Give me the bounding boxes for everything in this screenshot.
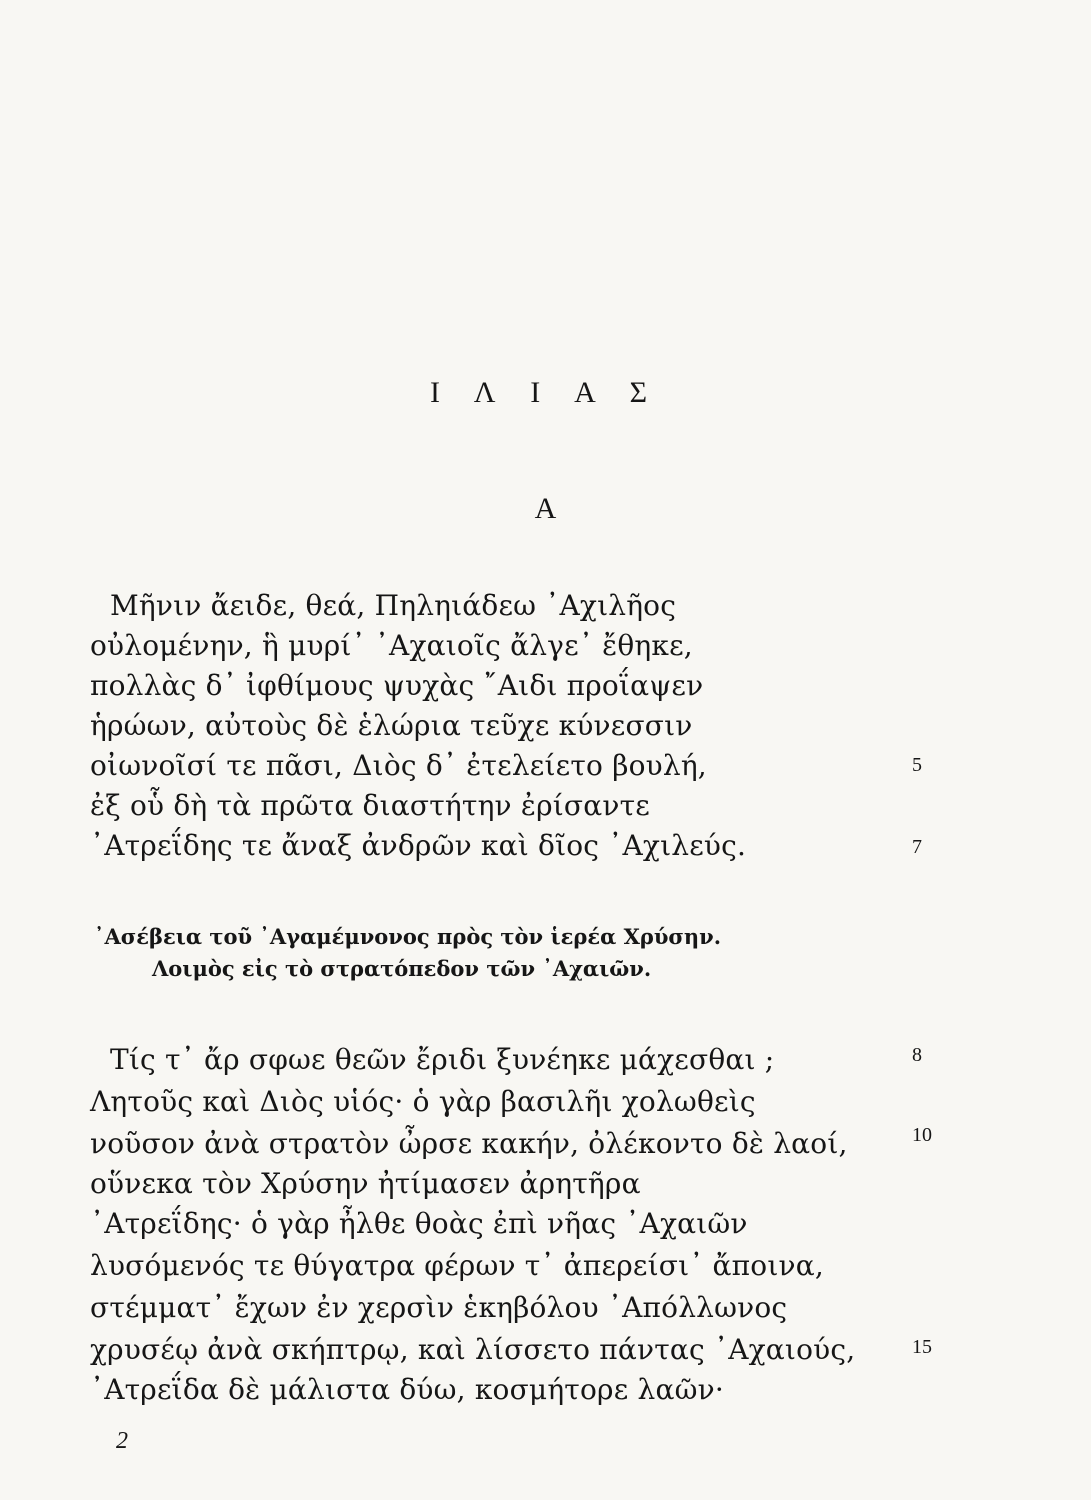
line-number: 8 [912, 1044, 922, 1066]
verse-line: ᾿Ατρεΐδης· ὁ γὰρ ἦλθε θοὰς ἐπὶ νῆας ᾿Αχαιῶν [90, 1207, 748, 1240]
summary-heading-line-2: Λοιμὸς εἰς τὸ στρατόπεδον τῶν ᾿Αχαιῶν. [152, 956, 652, 981]
line-number: 10 [912, 1124, 932, 1146]
verse-line: Λητοῦς καὶ Διὸς υἱός· ὁ γὰρ βασιλῆι χολωθεὶς [90, 1085, 756, 1118]
line-number: 15 [912, 1336, 932, 1358]
verse-line: λυσόμενός τε θύγατρα φέρων τ᾿ ἀπερείσι᾿ ἄποινα, [90, 1249, 824, 1282]
verse-line: οὕνεκα τὸν Χρύσην ἠτίμασεν ἀρητῆρα [90, 1167, 641, 1200]
verse-line: Τίς τ᾿ ἄρ σφωε θεῶν ἔριδι ξυνέηκε μάχεσθαι ; [110, 1043, 775, 1076]
line-number: 5 [912, 754, 922, 776]
verse-line: νοῦσον ἀνὰ στρατὸν ὦρσε κακήν, ὀλέκοντο δὲ λαοί, [90, 1127, 848, 1160]
book-letter: Α [534, 492, 557, 525]
line-number: 7 [912, 836, 922, 858]
verse-line: ἐξ οὗ δὴ τὰ πρῶτα διαστήτην ἐρίσαντε [90, 789, 650, 822]
verse-line: πολλὰς δ᾿ ἰφθίμους ψυχὰς ῎Αιδι προΐαψεν [90, 669, 704, 702]
page-number: 2 [116, 1428, 128, 1454]
verse-line: στέμματ᾿ ἔχων ἐν χερσὶν ἑκηβόλου ᾿Απόλλωνος [90, 1291, 788, 1324]
verse-line: χρυσέῳ ἀνὰ σκήπτρῳ, καὶ λίσσετο πάντας ᾿Αχαιούς, [90, 1333, 856, 1366]
summary-heading-line-1: ᾿Ασέβεια τοῦ ᾿Αγαμέμνονος πρὸς τὸν ἱερέα Χρύσην. [94, 924, 722, 949]
verse-line: ᾿Ατρεΐδα δὲ μάλιστα δύω, κοσμήτορε λαῶν· [90, 1373, 724, 1406]
verse-line: Μῆνιν ἄειδε, θεά, Πηληιάδεω ᾿Αχιλῆος [110, 589, 677, 622]
verse-line: οὐλομένην, ἣ μυρί᾿ ᾿Αχαιοῖς ἄλγε᾿ ἔθηκε, [90, 629, 693, 662]
verse-line: οἰωνοῖσί τε πᾶσι, Διὸς δ᾿ ἐτελείετο βουλή, [90, 749, 707, 782]
verse-line: ἡρώων, αὐτοὺς δὲ ἑλώρια τεῦχε κύνεσσιν [90, 709, 693, 742]
verse-line: ᾿Ατρεΐδης τε ἄναξ ἀνδρῶν καὶ δῖος ᾿Αχιλεύς. [90, 829, 747, 862]
work-title: Ι Λ Ι Α Σ [429, 376, 662, 409]
